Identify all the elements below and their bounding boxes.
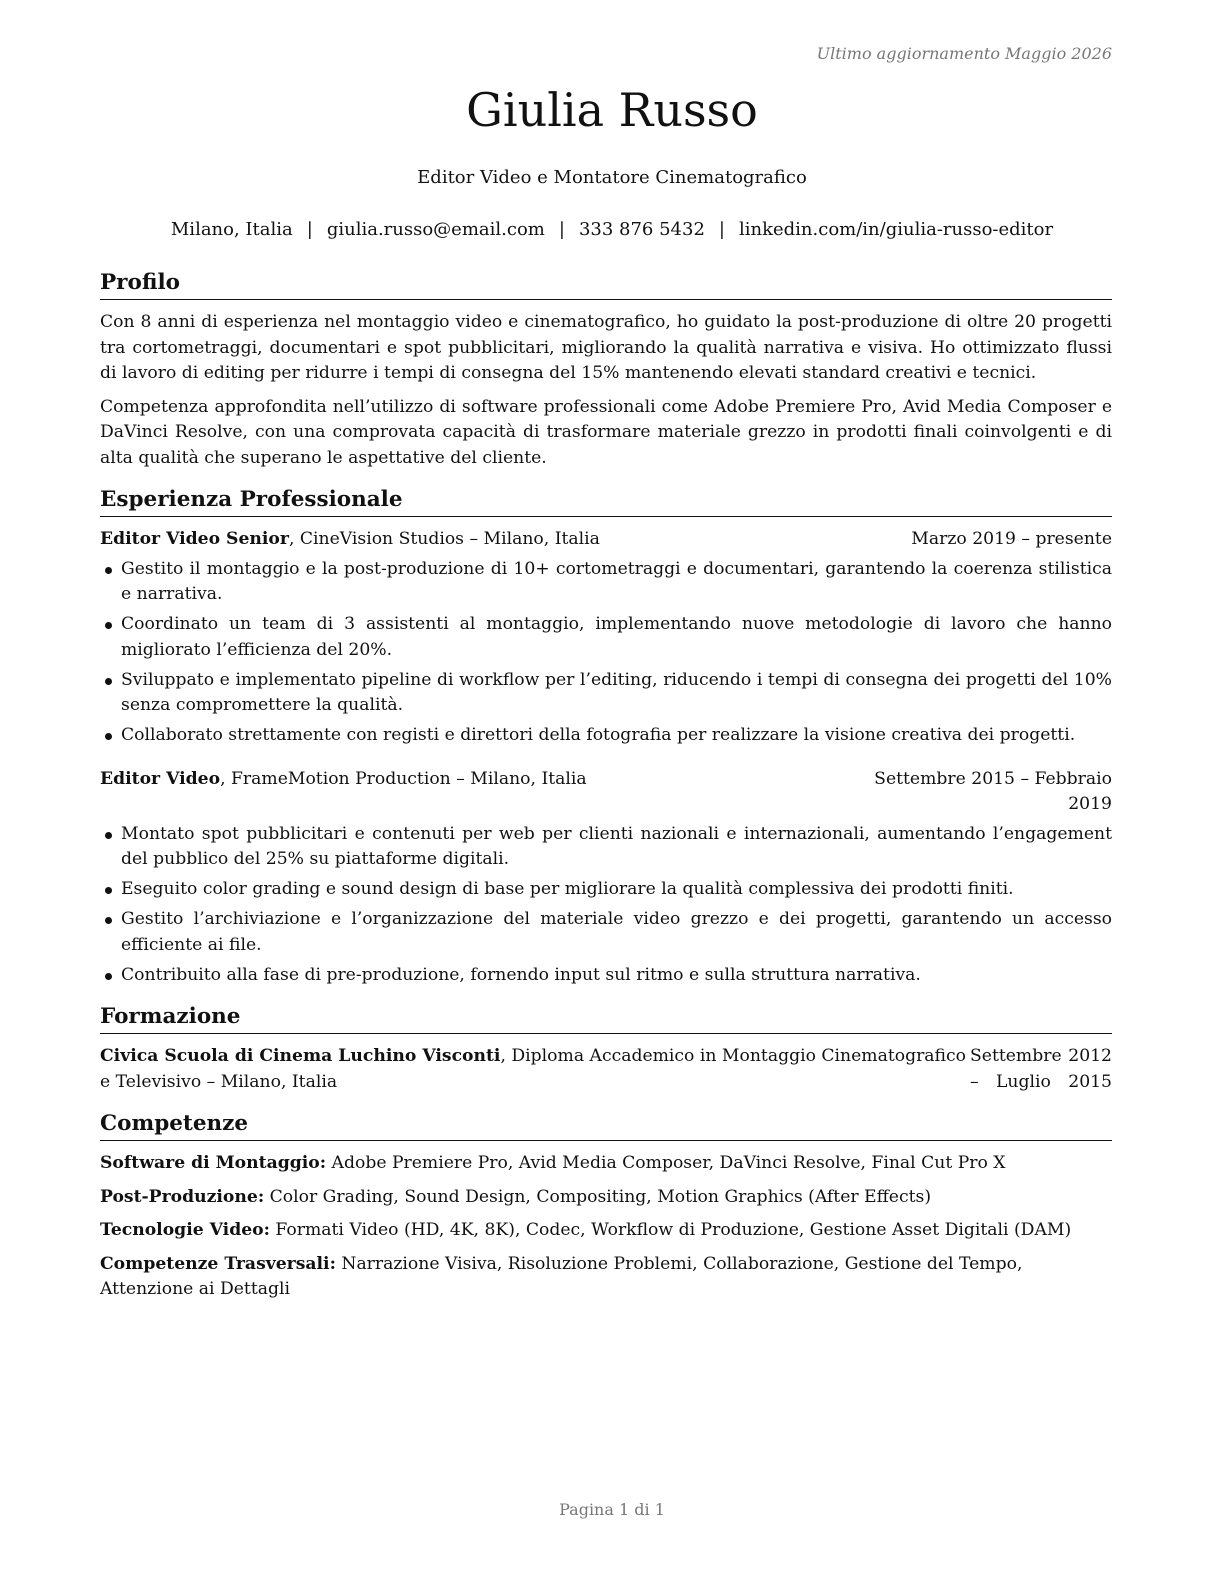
job-bullet: Gestito il montaggio e la post-produzione di 10+ cortometraggi e documentari, garantendo la coerenza stilistica e narrativa.: [100, 557, 1112, 608]
job-bullet: Eseguito color grading e sound design di base per migliorare la qualità complessiva dei prodotti finiti.: [100, 877, 1112, 903]
education-degree: , Diploma Accademico in Montaggio Cinematografico e Televisivo – Milano, Italia: [100, 1046, 966, 1092]
education-heading: Formazione: [100, 1002, 1112, 1034]
contact-email[interactable]: giulia.russo@email.com: [326, 219, 545, 240]
experience-heading: Esperienza Professionale: [100, 485, 1112, 517]
skill-value: Color Grading, Sound Design, Compositing, Motion Graphics (After Effects): [264, 1186, 932, 1207]
job-role: Editor Video Senior: [100, 529, 289, 549]
skill-line: [100, 1185, 1112, 1211]
job-entry: [100, 767, 1112, 989]
job-bullet: Contribuito alla fase di pre-produzione, fornendo input sul ritmo e sulla struttura narrativa.: [100, 963, 1112, 989]
skill-value: Formati Video (HD, 4K, 8K), Codec, Workflow di Produzione, Gestione Asset Digitali (DAM): [269, 1220, 1072, 1240]
job-entry: [100, 527, 1112, 749]
skill-label: Software di Montaggio:: [100, 1153, 327, 1173]
job-dates: Settembre 2015 – Febbraio 2019: [874, 768, 1112, 814]
job-bullets: [100, 822, 1112, 989]
candidate-name: Giulia Russo: [466, 83, 758, 137]
skill-label: Tecnologie Video:: [100, 1220, 270, 1240]
profile-paragraph: Competenza approfondita nell’utilizzo di software professionali come Adobe Premiere Pro, Avid Media Composer e DaVinci Resolve, con una comprovata capacità di trasformare materiale grezzo in prodotti finali coinvolgenti e di alta qualità che superano le aspettative del cliente.: [100, 396, 1112, 468]
contact-line: [0, 219, 1224, 240]
job-company: , FrameMotion Production – Milano, Italia: [220, 768, 587, 789]
profile-paragraph: Con 8 anni di esperienza nel montaggio video e cinematografico, ho guidato la post-produzione di oltre 20 progetti tra cortometraggi, documentari e spot pubblicitari, migliorando la qualità narrativa e visiva. Ho ottimizzato flussi di lavoro di editing per ridurre i tempi di consegna del 15% mantenendo elevati standard creativi e tecnici.: [100, 312, 1112, 383]
skills-section: [100, 1109, 1112, 1303]
skill-line: [100, 1252, 1112, 1303]
skill-value: Narrazione Visiva, Risoluzione Problemi, Collaborazione, Gestione del Tempo, Attenzione ai Dettagli: [100, 1253, 1023, 1299]
experience-section: [100, 485, 1112, 988]
education-school: Civica Scuola di Cinema Luchino Visconti: [100, 1046, 501, 1066]
skill-label: Competenze Trasversali:: [100, 1253, 336, 1274]
education-dates: Settembre 2012 – Luglio 2015: [970, 1046, 1112, 1092]
job-bullet: Gestito l’archiviazione e l’organizzazione del materiale video grezzo e dei progetti, garantendo un accesso efficiente ai file.: [100, 907, 1112, 958]
job-company: , CineVision Studios – Milano, Italia: [288, 529, 600, 549]
job-bullet: Montato spot pubblicitari e contenuti per web per clienti nazionali e internazionali, aumentando l’engagement del pubblico del 25% su piattaforme digitali.: [100, 822, 1112, 873]
job-bullet: Sviluppato e implementato pipeline di workflow per l’editing, riducendo i tempi di consegna dei progetti del 10% senza compromettere la qualità.: [100, 668, 1112, 719]
job-dates: Marzo 2019 – presente: [911, 529, 1112, 549]
job-header: [100, 527, 1112, 553]
page-number: Pagina 1 di 1: [559, 1500, 665, 1519]
skill-label: Post-Produzione:: [100, 1186, 265, 1207]
skills-heading: Competenze: [100, 1109, 1112, 1141]
candidate-title: Editor Video e Montatore Cinematografico: [417, 167, 807, 188]
profile-section: [100, 268, 1112, 471]
contact-linkedin[interactable]: linkedin.com/in/giulia-russo-editor: [738, 219, 1054, 240]
job-bullets: [100, 557, 1112, 749]
contact-separator: |: [718, 219, 725, 240]
skill-line: [100, 1218, 1112, 1244]
job-role: Editor Video: [100, 768, 221, 789]
profile-heading: Profilo: [100, 268, 1112, 300]
job-bullet: Collaborato strettamente con registi e direttori della fotografia per realizzare la visione creativa dei progetti.: [100, 723, 1112, 749]
job-bullet: Coordinato un team di 3 assistenti al montaggio, implementando nuove metodologie di lavoro che hanno migliorato l’efficienza del 20%.: [100, 612, 1112, 663]
skill-line: [100, 1151, 1112, 1177]
contact-separator: |: [306, 219, 313, 240]
education-entry: [100, 1044, 1112, 1095]
contact-location: Milano, Italia: [170, 219, 293, 240]
contact-separator: |: [558, 219, 565, 240]
last-updated: Ultimo aggiornamento Maggio 2026: [816, 44, 1112, 63]
resume-content: [100, 268, 1112, 1317]
contact-phone: 333 876 5432: [578, 219, 705, 240]
skill-value: Adobe Premiere Pro, Avid Media Composer, DaVinci Resolve, Final Cut Pro X: [326, 1153, 1006, 1173]
education-section: [100, 1002, 1112, 1095]
job-header: [100, 767, 1112, 818]
